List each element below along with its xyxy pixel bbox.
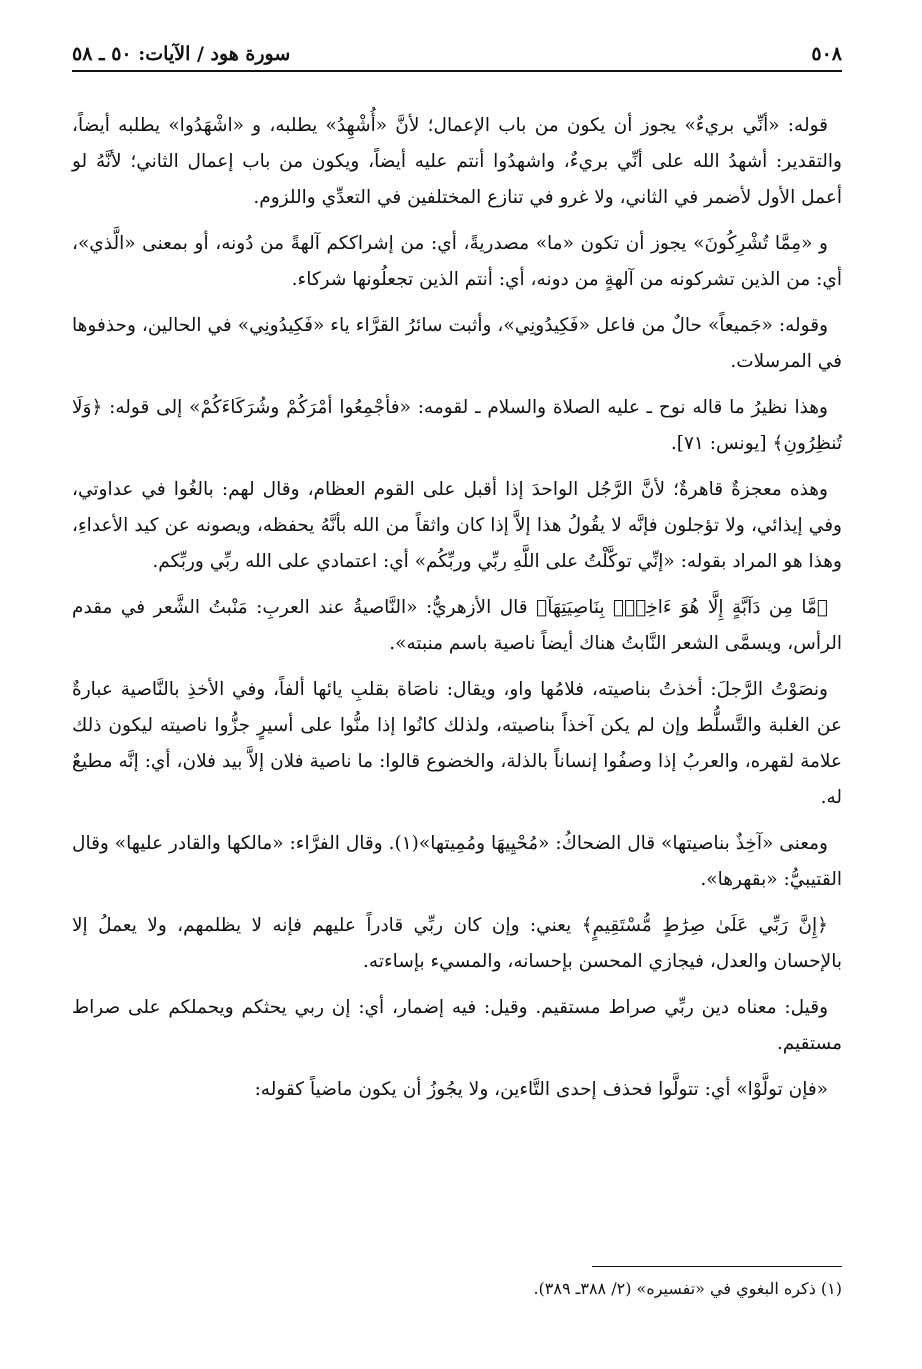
paragraph: وهذا نظيرُ ما قاله نوح ـ عليه الصلاة والسلام ـ لقومه: «فأجْمِعُوا أمْرَكُمْ وشُرَكَاءَكُمْ» إلى قوله: ﴿وَلَا تُنظِرُونِ﴾ [يونس: ٧١]. bbox=[72, 397, 842, 454]
paragraph: ومعنى «آخِذٌ بناصيتها» قال الضحاكُ: «مُحْيِيهَا ومُمِيتها»(١). وقال الفرَّاء: «مالكها والقادر عليها» وقال القتيبيُّ: «بقهرها». bbox=[72, 833, 842, 890]
running-title: سورة هود / الآيات: ٥٠ ـ ٥٨ bbox=[72, 43, 291, 65]
paragraph: ونصَوْتُ الرَّجلَ: أخذتُ بناصيته، فلامُها واو، ويقال: ناصَاة بقلبِ يائها ألفاً، وفي الأخذِ بالنَّاصية عبارةٌ عن الغلبة والتَّسلُّط وإن لم يكن آخذاً بناصيته، ولذلك كانُوا إذا منُّوا على أسيرٍ جزُّوا ناصيته ليكون ذلك علامة لقهره، والعربُ إذا وصفُوا إنساناً بالذلة، والخضوع قالوا: ما ناصية فلان إلاَّ بيد فلان، أي: إنَّه مطيعٌ له. bbox=[72, 679, 842, 808]
paragraph: قوله: «أنِّي بريءٌ» يجوز أن يكون من باب الإعمال؛ لأنَّ «أُشْهِدُ» يطلبه، و «اشْهَدُوا» يطلبه أيضاً، والتقدير: أشهدُ الله على أنِّي بريءٌ، واشهدُوا أنتم عليه أيضاً، ويكون من باب إعمال الثاني؛ لأنَّهُ لو أعمل الأول لأضمر في الثاني، ولا غرو في تنازع المختلفين في التعدِّي واللزوم. bbox=[72, 115, 842, 208]
header-rule bbox=[72, 70, 842, 72]
paragraph: وقوله: «جَميعاً» حالٌ من فاعل «فَكِيدُونِي»، وأثبت سائرُ القرَّاء ياء «فَكِيدُونِي» في الحالين، وحذفوها في المرسلات. bbox=[72, 315, 842, 372]
page-header bbox=[72, 40, 842, 68]
paragraph: ﴿مَّا مِن دَآبَّةٍ إِلَّا هُوَ ءَاخِذٌۢ بِنَاصِيَتِهَآ﴾ قال الأزهريُّ: «النَّاصيةُ عند العربِ: مَنْبتُ الشَّعر في مقدم الرأس، ويسمَّى الشعر النَّابتُ هناك أيضاً ناصية باسم منبته». bbox=[72, 597, 842, 654]
footnote-rule bbox=[592, 1266, 842, 1267]
paragraph: ﴿إِنَّ رَبِّي عَلَىٰ صِرَٰطٍ مُّسْتَقِيمٍ﴾ يعني: وإن كان ربِّي قادراً عليهم فإنه لا يظلمهم، ولا يعملُ إلا بالإحسان والعدل، فيجازي المحسن بإحسانه، والمسيء بإساءته. bbox=[72, 915, 842, 972]
paragraph: وقيل: معناه دين ربِّي صراط مستقيم. وقيل: فيه إضمار، أي: إن ربي يحثكم ويحملكم على صراط مستقيم. bbox=[72, 997, 842, 1054]
main-text bbox=[72, 108, 842, 1118]
paragraph: «فإن تولَّوْا» أي: تتولَّوا فحذف إحدى التَّاءين، ولا يجُوزُ أن يكون ماضياً كقوله: bbox=[254, 1079, 828, 1100]
paragraph: وهذه معجزةٌ قاهرةٌ؛ لأنَّ الرَّجُل الواحدَ إذا أقبل على القوم العظام، وقال لهم: بالغُوا في عداوتي، وفي إيذائي، ولا تؤجلون فإنَّه لا يقُولُ هذا إلاَّ إذا كان واثقاً من الله بأنَّهُ يحفظه، ويصونه عن كيد الأعداءِ، وهذا هو المراد بقوله: «إنِّي توكَّلْتُ على اللَّهِ ربِّي وربِّكُم» أي: اعتمادي على الله ربِّي وربِّكم. bbox=[72, 479, 842, 572]
paragraph: و «مِمَّا تُشْرِكُونَ» يجوز أن تكون «ما» مصدريةً، أي: من إشراككم آلهةً من دُونه، أو بمعنى «الَّذي»، أي: من الذين تشركونه من آلهةٍ من دونه، أي: أنتم الذين تجعلُونها شركاء. bbox=[72, 233, 842, 290]
page-number: ٥٠٨ bbox=[811, 43, 842, 65]
footnote: (١) ذكره البغوي في «تفسيره» (٢/ ٣٨٨ـ ٣٨٩). bbox=[533, 1279, 842, 1298]
